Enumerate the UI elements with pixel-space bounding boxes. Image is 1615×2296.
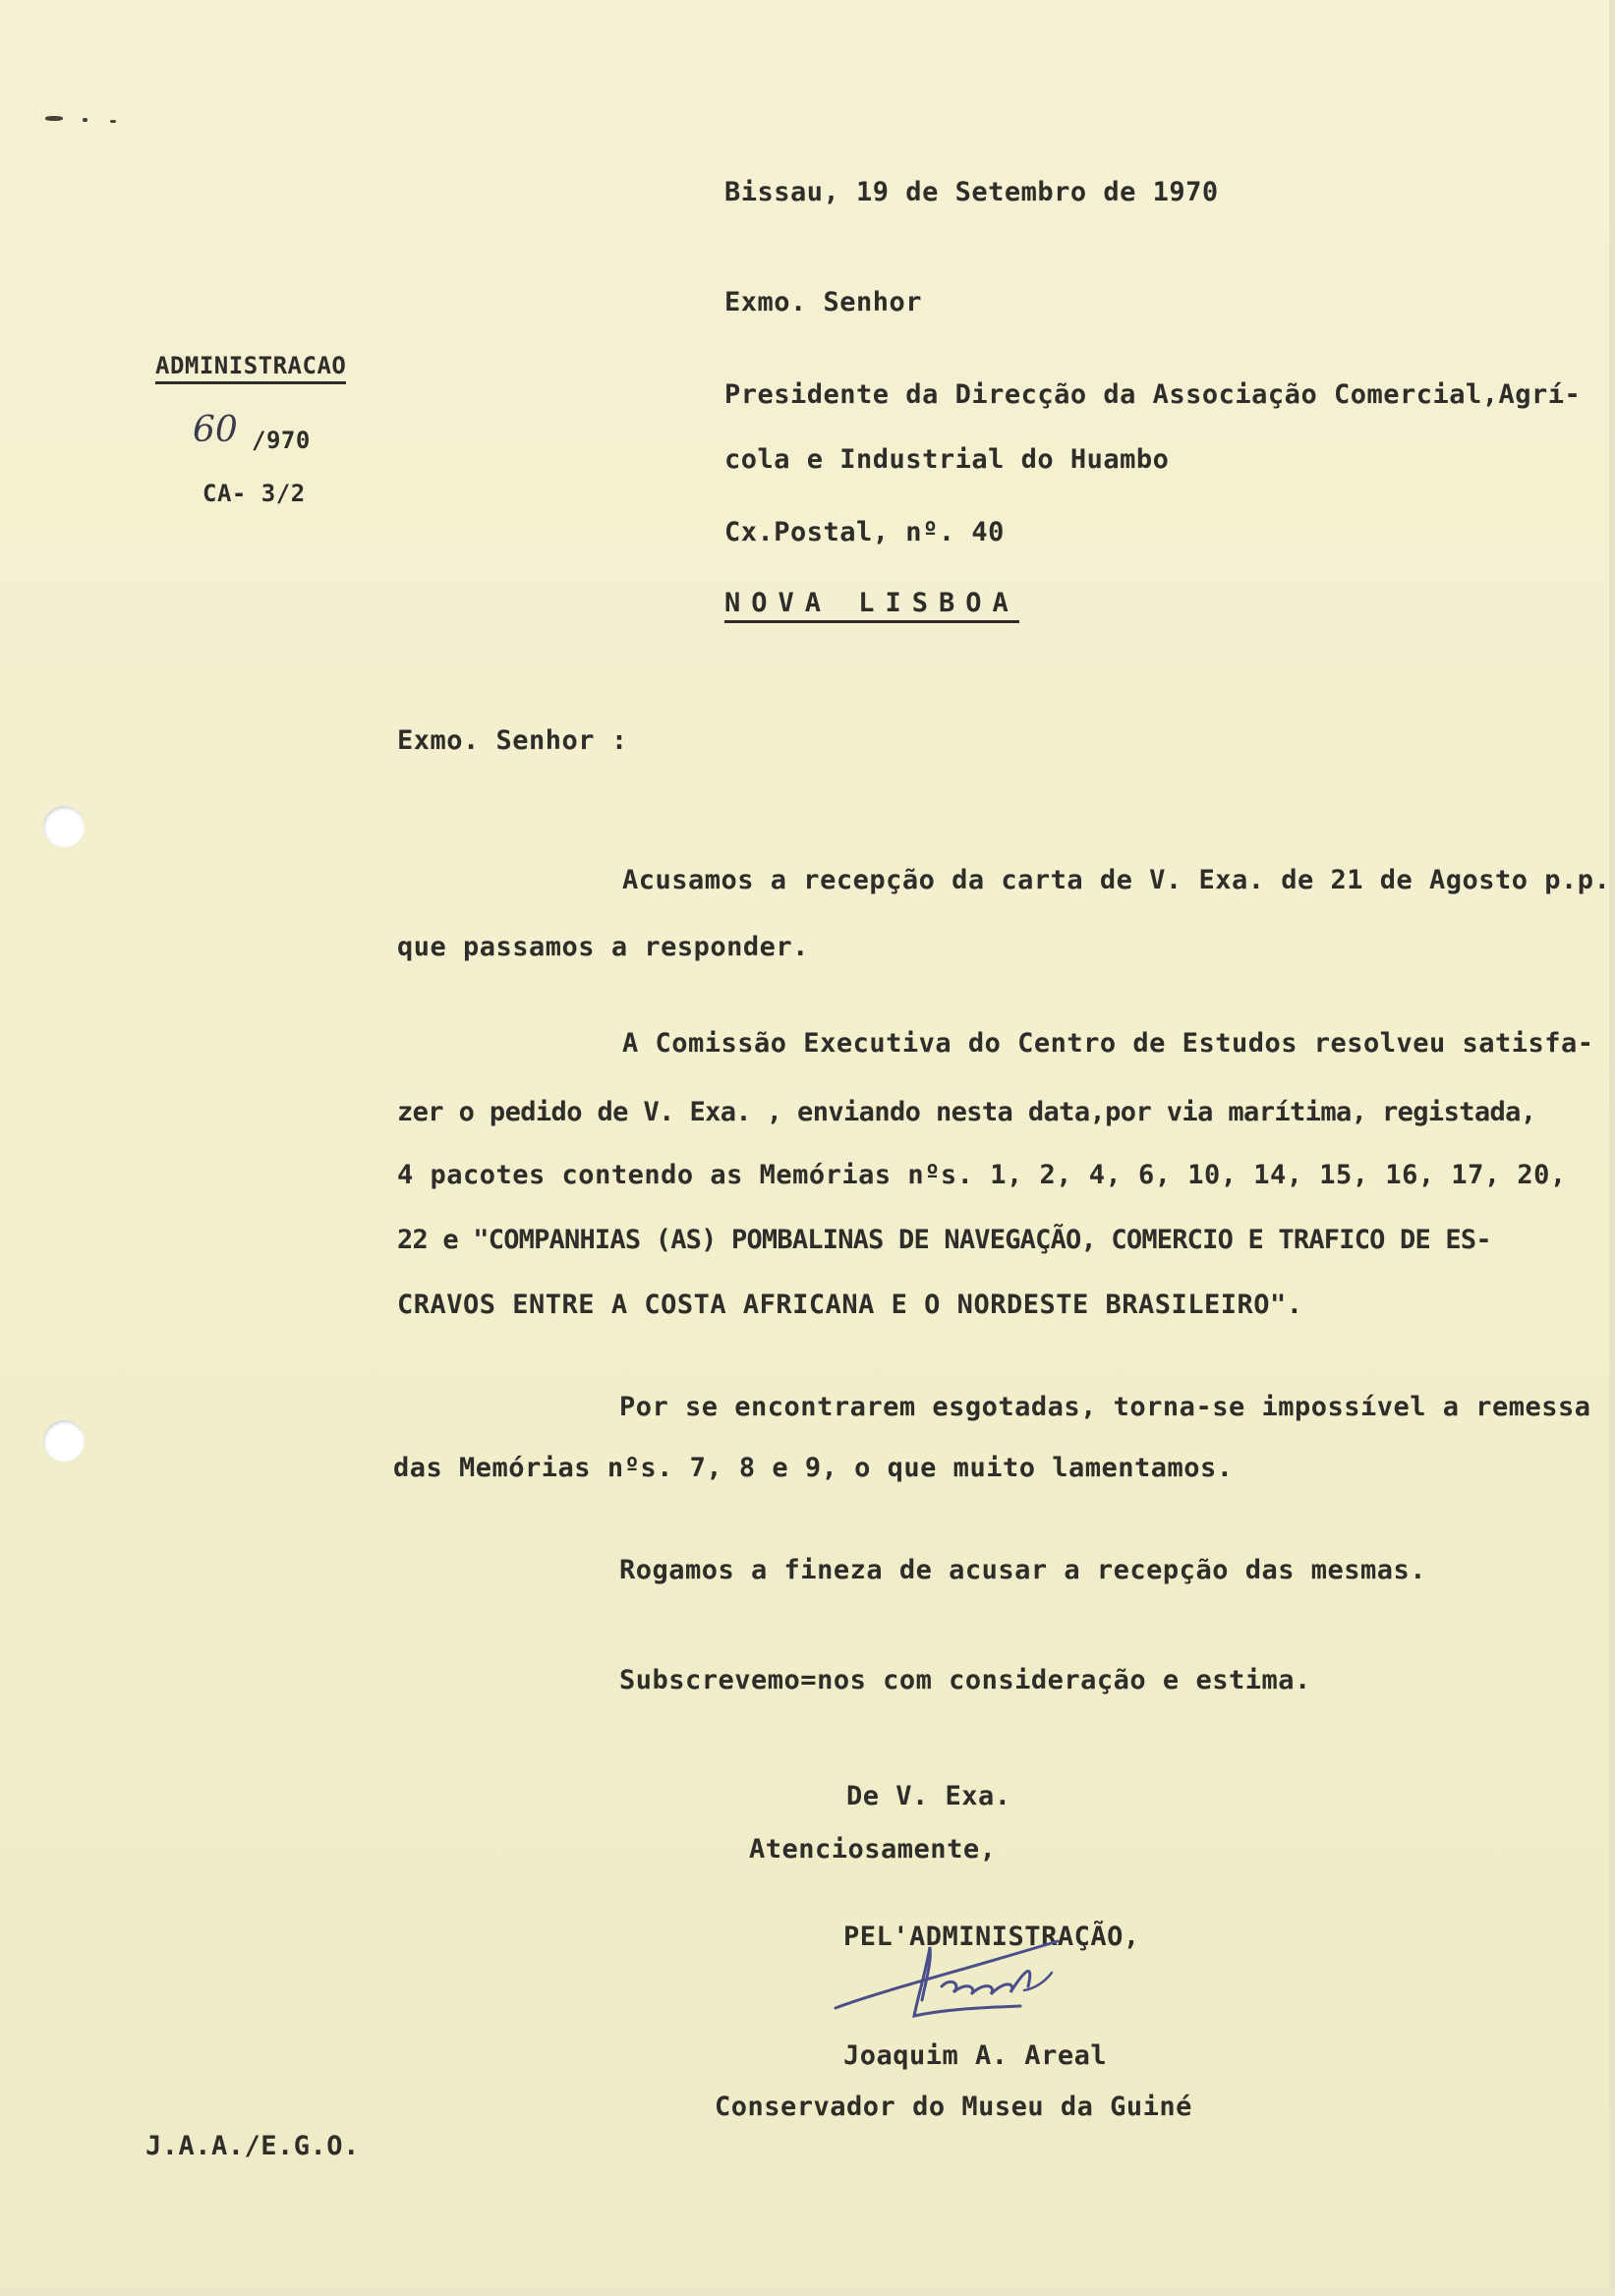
signatory-name: Joaquim A. Areal (843, 2040, 1108, 2071)
recipient-city: NOVA LISBOA (724, 590, 1019, 623)
body-p1-line-1: Acusamos a recepção da carta de V. Exa. de 21 de Agosto p.p. (622, 865, 1611, 895)
admin-number-handwritten: 60 (193, 410, 238, 450)
body-p2-line-1: A Comissão Executiva do Centro de Estudos resolveu satisfa- (622, 1028, 1594, 1059)
paper-edge-bottom (0, 2288, 1615, 2296)
letter-date: Bissau, 19 de Setembro de 1970 (724, 177, 1219, 207)
body-p3-line-1: Por se encontrarem esgotadas, torna-se impossível a remessa (619, 1392, 1591, 1422)
recipient-line-2: cola e Industrial do Huambo (724, 444, 1170, 475)
body-p4: Rogamos a fineza de acusar a recepção das mesmas. (619, 1555, 1427, 1585)
salutation-top: Exmo. Senhor (724, 287, 923, 317)
body-p2-line-2: zer o pedido de V. Exa. , enviando nesta data,por via marítima, registada, (397, 1097, 1536, 1127)
admin-heading: ADMINISTRACAO (155, 354, 346, 384)
ink-speck (83, 118, 87, 122)
signatory-title: Conservador do Museu da Guiné (715, 2092, 1192, 2122)
handwritten-signature (824, 1931, 1119, 2039)
recipient-line-1: Presidente da Direcção da Associação Comercial,Agrí- (724, 379, 1582, 410)
body-p1-line-2: que passamos a responder. (397, 932, 809, 962)
greeting: Exmo. Senhor : (397, 725, 628, 756)
punch-hole-bottom (43, 1420, 85, 1462)
closing-line-2: Atenciosamente, (749, 1834, 997, 1865)
body-p2-line-4: 22 e "COMPANHIAS (AS) POMBALINAS DE NAVEGAÇÃO, COMERCIO E TRAFICO DE ES- (397, 1225, 1491, 1255)
typist-initials: J.A.A./E.G.O. (145, 2131, 360, 2161)
closing-line-1: De V. Exa. (846, 1781, 1011, 1811)
closing-line-3: PEL'ADMINISTRAÇÃO, (843, 1922, 1140, 1952)
ink-speck (110, 120, 116, 123)
admin-number-typed: /970 (252, 427, 311, 454)
recipient-line-3: Cx.Postal, nº. 40 (724, 517, 1005, 547)
body-p3-line-2: das Memórias nºs. 7, 8 e 9, o que muito lamentamos. (393, 1453, 1234, 1483)
paper-edge-right (1609, 0, 1615, 2296)
admin-reference: CA- 3/2 (202, 480, 306, 507)
body-p5: Subscrevemo=nos com consideração e estima. (619, 1665, 1311, 1695)
ink-speck (45, 116, 63, 121)
punch-hole-top (43, 806, 85, 847)
body-p2-line-5: CRAVOS ENTRE A COSTA AFRICANA E O NORDESTE BRASILEIRO". (397, 1290, 1303, 1320)
body-p2-line-3: 4 pacotes contendo as Memórias nºs. 1, 2, 4, 6, 10, 14, 15, 16, 17, 20, (397, 1160, 1567, 1190)
